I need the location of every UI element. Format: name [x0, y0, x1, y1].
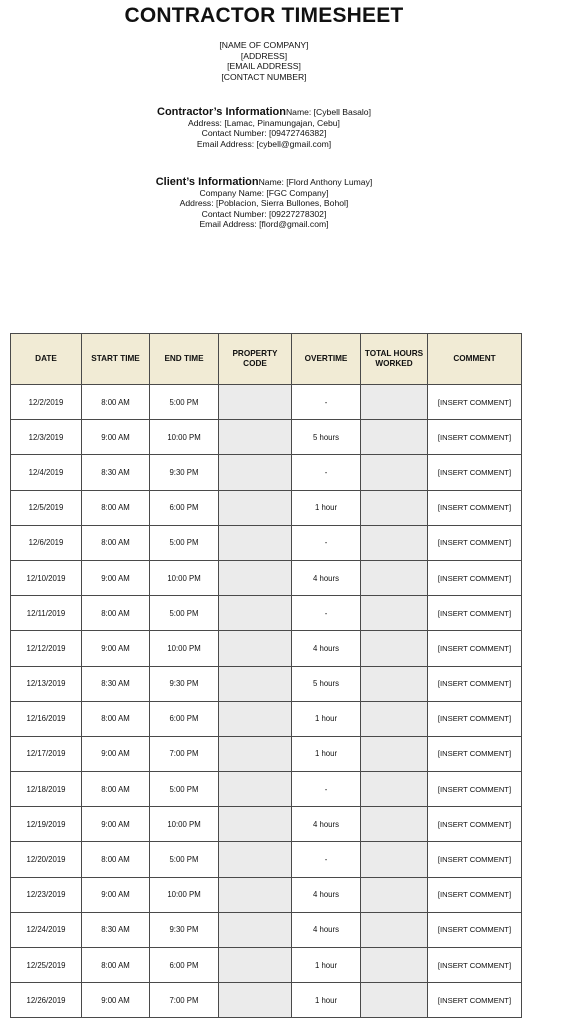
total-hours-cell[interactable] [361, 877, 428, 912]
end-time-cell[interactable]: 5:00 PM [150, 772, 219, 807]
end-time-cell[interactable]: 9:30 PM [150, 666, 219, 701]
start-time-cell[interactable]: 8:00 AM [82, 525, 150, 560]
date-cell[interactable]: 12/20/2019 [11, 842, 82, 877]
comment-cell[interactable]: [INSERT COMMENT] [428, 385, 522, 420]
end-time-cell[interactable]: 7:00 PM [150, 736, 219, 771]
comment-cell[interactable]: [INSERT COMMENT] [428, 807, 522, 842]
table-row [11, 666, 522, 701]
client-company: Company Name: [FGC Company] [199, 187, 329, 198]
table-row [11, 385, 522, 420]
property-code-cell[interactable] [219, 842, 292, 877]
total-hours-cell[interactable] [361, 490, 428, 525]
property-code-cell[interactable] [219, 736, 292, 771]
date-cell[interactable]: 12/6/2019 [11, 525, 82, 560]
contractor-email: Email Address: [cybell@gmail.com] [196, 138, 332, 149]
total-hours-cell[interactable] [361, 912, 428, 947]
client-address: Address: [Poblacion, Sierra Bullones, Bohol] [179, 198, 349, 209]
comment-cell[interactable]: [INSERT COMMENT] [428, 948, 522, 983]
property-code-cell[interactable] [219, 807, 292, 842]
contractor-name: Name: [Cybell Basalo] [285, 107, 371, 117]
table-row [11, 772, 522, 807]
contractor-address: Address: [Lamac, Pinamungajan, Cebu] [188, 117, 340, 128]
total-hours-cell[interactable] [361, 772, 428, 807]
column-header-comment: COMMENT [428, 334, 522, 385]
table-row [11, 455, 522, 490]
property-code-cell[interactable] [219, 455, 292, 490]
property-code-cell[interactable] [219, 666, 292, 701]
date-cell[interactable]: 12/13/2019 [11, 666, 82, 701]
end-time-cell[interactable]: 6:00 PM [150, 490, 219, 525]
company-contact: [CONTACT NUMBER] [221, 71, 307, 82]
timesheet-table [10, 333, 522, 1018]
overtime-cell[interactable]: 1 hour [292, 736, 361, 771]
start-time-cell[interactable]: 9:00 AM [82, 560, 150, 595]
date-cell[interactable]: 12/10/2019 [11, 560, 82, 595]
total-hours-cell[interactable] [361, 842, 428, 877]
overtime-cell[interactable]: 1 hour [292, 490, 361, 525]
comment-cell[interactable]: [INSERT COMMENT] [428, 596, 522, 631]
total-hours-cell[interactable] [361, 560, 428, 595]
overtime-cell[interactable]: - [292, 525, 361, 560]
date-cell[interactable]: 12/23/2019 [11, 877, 82, 912]
total-hours-cell[interactable] [361, 385, 428, 420]
date-cell[interactable]: 12/25/2019 [11, 948, 82, 983]
overtime-cell[interactable]: 4 hours [292, 560, 361, 595]
overtime-cell[interactable]: 5 hours [292, 666, 361, 701]
table-row [11, 701, 522, 736]
property-code-cell[interactable] [219, 631, 292, 666]
overtime-cell[interactable]: - [292, 455, 361, 490]
property-code-cell[interactable] [219, 525, 292, 560]
date-cell[interactable]: 12/2/2019 [11, 385, 82, 420]
comment-cell[interactable]: [INSERT COMMENT] [428, 983, 522, 1018]
comment-cell[interactable]: [INSERT COMMENT] [428, 666, 522, 701]
total-hours-cell[interactable] [361, 596, 428, 631]
table-row [11, 420, 522, 455]
table-row [11, 560, 522, 595]
date-cell[interactable]: 12/3/2019 [11, 420, 82, 455]
end-time-cell[interactable]: 10:00 PM [150, 631, 219, 666]
end-time-cell[interactable]: 10:00 PM [150, 877, 219, 912]
overtime-cell[interactable]: 4 hours [292, 631, 361, 666]
overtime-cell[interactable]: 4 hours [292, 877, 361, 912]
comment-cell[interactable]: [INSERT COMMENT] [428, 631, 522, 666]
contractor-info [0, 107, 528, 149]
contractor-contact: Contact Number: [09472746382] [201, 128, 327, 139]
comment-cell[interactable]: [INSERT COMMENT] [428, 912, 522, 947]
timesheet-body [11, 385, 522, 1018]
date-cell[interactable]: 12/19/2019 [11, 807, 82, 842]
property-code-cell[interactable] [219, 912, 292, 947]
date-cell[interactable]: 12/24/2019 [11, 912, 82, 947]
overtime-cell[interactable]: 4 hours [292, 807, 361, 842]
client-heading: Client’s Information [155, 176, 259, 188]
property-code-cell[interactable] [219, 560, 292, 595]
overtime-cell[interactable]: 5 hours [292, 420, 361, 455]
property-code-cell[interactable] [219, 983, 292, 1018]
table-row [11, 807, 522, 842]
start-time-cell[interactable]: 8:00 AM [82, 596, 150, 631]
comment-cell[interactable]: [INSERT COMMENT] [428, 877, 522, 912]
property-code-cell[interactable] [219, 385, 292, 420]
total-hours-cell[interactable] [361, 631, 428, 666]
end-time-cell[interactable]: 6:00 PM [150, 701, 219, 736]
column-header-date: DATE [11, 334, 82, 385]
end-time-cell[interactable]: 9:30 PM [150, 455, 219, 490]
property-code-cell[interactable] [219, 701, 292, 736]
comment-cell[interactable]: [INSERT COMMENT] [428, 701, 522, 736]
end-time-cell[interactable]: 6:00 PM [150, 948, 219, 983]
property-code-cell[interactable] [219, 772, 292, 807]
date-cell[interactable]: 12/18/2019 [11, 772, 82, 807]
client-contact: Contact Number: [09227278302] [201, 208, 327, 219]
comment-cell[interactable]: [INSERT COMMENT] [428, 525, 522, 560]
column-header-property-code: PROPERTY CODE [219, 334, 292, 385]
comment-cell[interactable]: [INSERT COMMENT] [428, 560, 522, 595]
table-row [11, 525, 522, 560]
comment-cell[interactable]: [INSERT COMMENT] [428, 842, 522, 877]
table-header-row [11, 334, 522, 385]
end-time-cell[interactable]: 5:00 PM [150, 525, 219, 560]
date-cell[interactable]: 12/16/2019 [11, 701, 82, 736]
property-code-cell[interactable] [219, 596, 292, 631]
property-code-cell[interactable] [219, 877, 292, 912]
start-time-cell[interactable]: 9:00 AM [82, 877, 150, 912]
overtime-cell[interactable]: 4 hours [292, 912, 361, 947]
comment-cell[interactable]: [INSERT COMMENT] [428, 736, 522, 771]
company-email: [EMAIL ADDRESS] [227, 61, 301, 72]
table-row [11, 842, 522, 877]
start-time-cell[interactable]: 8:30 AM [82, 666, 150, 701]
overtime-cell[interactable]: - [292, 385, 361, 420]
end-time-cell[interactable]: 10:00 PM [150, 420, 219, 455]
table-row [11, 912, 522, 947]
start-time-cell[interactable]: 8:00 AM [82, 701, 150, 736]
end-time-cell[interactable]: 7:00 PM [150, 983, 219, 1018]
overtime-cell[interactable]: - [292, 842, 361, 877]
contractor-heading: Contractor’s Information [157, 106, 286, 118]
total-hours-cell[interactable] [361, 666, 428, 701]
table-row [11, 631, 522, 666]
comment-cell[interactable]: [INSERT COMMENT] [428, 772, 522, 807]
comment-cell[interactable]: [INSERT COMMENT] [428, 490, 522, 525]
start-time-cell[interactable]: 9:00 AM [82, 736, 150, 771]
overtime-cell[interactable]: 1 hour [292, 983, 361, 1018]
start-time-cell[interactable]: 8:00 AM [82, 948, 150, 983]
client-email: Email Address: [flord@gmail.com] [199, 219, 329, 230]
overtime-cell[interactable]: 1 hour [292, 701, 361, 736]
company-address: [ADDRESS] [240, 50, 288, 61]
overtime-cell[interactable]: - [292, 772, 361, 807]
client-name: Name: [Flord Anthony Lumay] [258, 177, 373, 187]
start-time-cell[interactable]: 9:00 AM [82, 807, 150, 842]
total-hours-cell[interactable] [361, 525, 428, 560]
column-header-overtime: OVERTIME [292, 334, 361, 385]
total-hours-cell[interactable] [361, 948, 428, 983]
column-header-start-time: START TIME [82, 334, 150, 385]
start-time-cell[interactable]: 8:00 AM [82, 490, 150, 525]
comment-cell[interactable]: [INSERT COMMENT] [428, 455, 522, 490]
total-hours-cell[interactable] [361, 455, 428, 490]
end-time-cell[interactable]: 10:00 PM [150, 807, 219, 842]
start-time-cell[interactable]: 8:00 AM [82, 385, 150, 420]
property-code-cell[interactable] [219, 948, 292, 983]
column-header-total-hours: TOTAL HOURS WORKED [361, 334, 428, 385]
start-time-cell[interactable]: 8:00 AM [82, 842, 150, 877]
table-row [11, 596, 522, 631]
table-row [11, 736, 522, 771]
end-time-cell[interactable]: 9:30 PM [150, 912, 219, 947]
table-row [11, 948, 522, 983]
start-time-cell[interactable]: 9:00 AM [82, 631, 150, 666]
client-info [0, 177, 528, 230]
start-time-cell[interactable]: 9:00 AM [82, 420, 150, 455]
comment-cell[interactable]: [INSERT COMMENT] [428, 420, 522, 455]
end-time-cell[interactable]: 5:00 PM [150, 385, 219, 420]
end-time-cell[interactable]: 5:00 PM [150, 596, 219, 631]
total-hours-cell[interactable] [361, 983, 428, 1018]
date-cell[interactable]: 12/12/2019 [11, 631, 82, 666]
overtime-cell[interactable]: - [292, 596, 361, 631]
table-row [11, 877, 522, 912]
start-time-cell[interactable]: 8:00 AM [82, 772, 150, 807]
date-cell[interactable]: 12/11/2019 [11, 596, 82, 631]
table-row [11, 490, 522, 525]
date-cell[interactable]: 12/4/2019 [11, 455, 82, 490]
column-header-end-time: END TIME [150, 334, 219, 385]
start-time-cell[interactable]: 8:30 AM [82, 912, 150, 947]
total-hours-cell[interactable] [361, 420, 428, 455]
end-time-cell[interactable]: 5:00 PM [150, 842, 219, 877]
date-cell[interactable]: 12/17/2019 [11, 736, 82, 771]
property-code-cell[interactable] [219, 490, 292, 525]
page-title: CONTRACTOR TIMESHEET [124, 4, 404, 27]
date-cell[interactable]: 12/26/2019 [11, 983, 82, 1018]
company-info [0, 40, 528, 82]
table-row [11, 983, 522, 1018]
total-hours-cell[interactable] [361, 807, 428, 842]
total-hours-cell[interactable] [361, 701, 428, 736]
end-time-cell[interactable]: 10:00 PM [150, 560, 219, 595]
overtime-cell[interactable]: 1 hour [292, 948, 361, 983]
total-hours-cell[interactable] [361, 736, 428, 771]
company-name: [NAME OF COMPANY] [219, 40, 309, 50]
start-time-cell[interactable]: 8:30 AM [82, 455, 150, 490]
date-cell[interactable]: 12/5/2019 [11, 490, 82, 525]
property-code-cell[interactable] [219, 420, 292, 455]
start-time-cell[interactable]: 9:00 AM [82, 983, 150, 1018]
